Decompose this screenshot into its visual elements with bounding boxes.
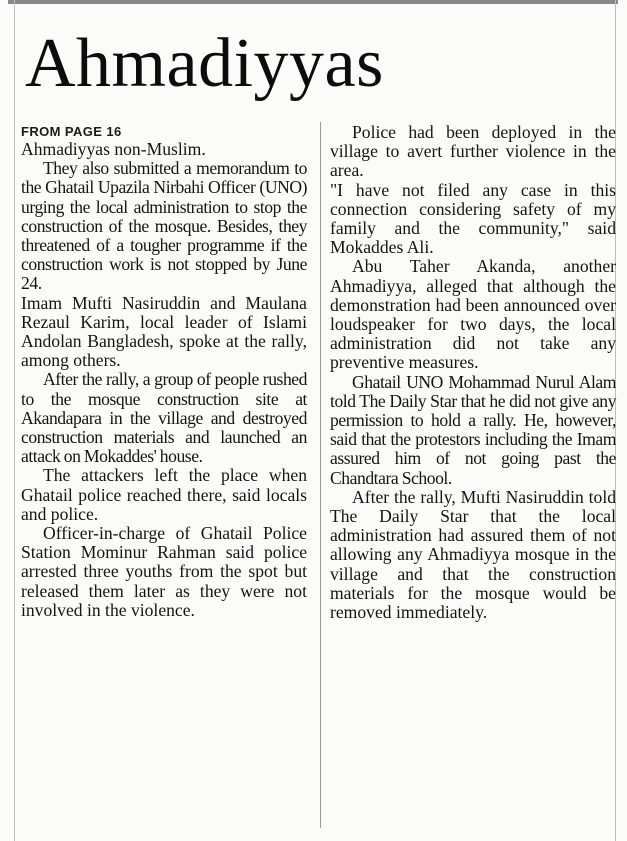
left-column (21, 123, 307, 620)
right-paragraph: After the rally, Mufti Nasiruddin told The Daily Star that the local administration had assured them of not allowing any Ahmadiyya mosque in the village and that the construction materials for the mosque would be removed immediately. (330, 486, 616, 623)
left-paragraph: After the rally, a group of people rushed to the mosque construction site at Akandapara in the village and destroyed construction materials and launched an attack on Mokaddes' house. (21, 369, 307, 467)
left-paragraph: The attackers left the place when Ghatail police reached there, said locals and police. (21, 465, 307, 524)
right-paragraph: "I have not filed any case in this connection considering safety of my family and the community," said Mokaddes Ali. (330, 179, 616, 258)
left-paragraph: Ahmadiyyas non-Muslim. (21, 139, 206, 159)
right-paragraph: Abu Taher Akanda, another Ahmadiyya, alleged that although the demonstration had been announced over loudspeaker for two days, the local administration did not take any preventive measures. (330, 256, 616, 373)
left-paragraph: Officer-in-charge of Ghatail Police Station Mominur Rahman said police arrested three youths from the spot but released them later as they were not involved in the violence. (21, 523, 307, 620)
headline: Ahmadiyyas (25, 25, 384, 102)
right-paragraph: Ghatail UNO Mohammad Nurul Alam told The Daily Star that he did not give any permission to hold a rally. He, however, said that the protestors including the Imam assured him of not going past the Chandtara School. (330, 371, 616, 488)
right-column (330, 123, 616, 622)
left-page-edge (14, 0, 15, 841)
top-rule (8, 0, 618, 4)
column-divider (320, 122, 321, 828)
continued-from-kicker: FROM PAGE 16 (21, 124, 122, 139)
left-paragraph: Imam Mufti Nasiruddin and Maulana Rezaul Karim, local leader of Islami Andolan Bangladesh, spoke at the rally, among others. (21, 292, 307, 371)
left-paragraph: They also submitted a memorandum to the Ghatail Upazila Nirbahi Officer (UNO) urging the local administration to stop the construction of the mosque. Besides, they threatened of a tougher programme if the construction work is not stopped by June 24. (21, 158, 307, 294)
right-paragraph: Police had been deployed in the village to avert further violence in the area. (330, 122, 616, 181)
